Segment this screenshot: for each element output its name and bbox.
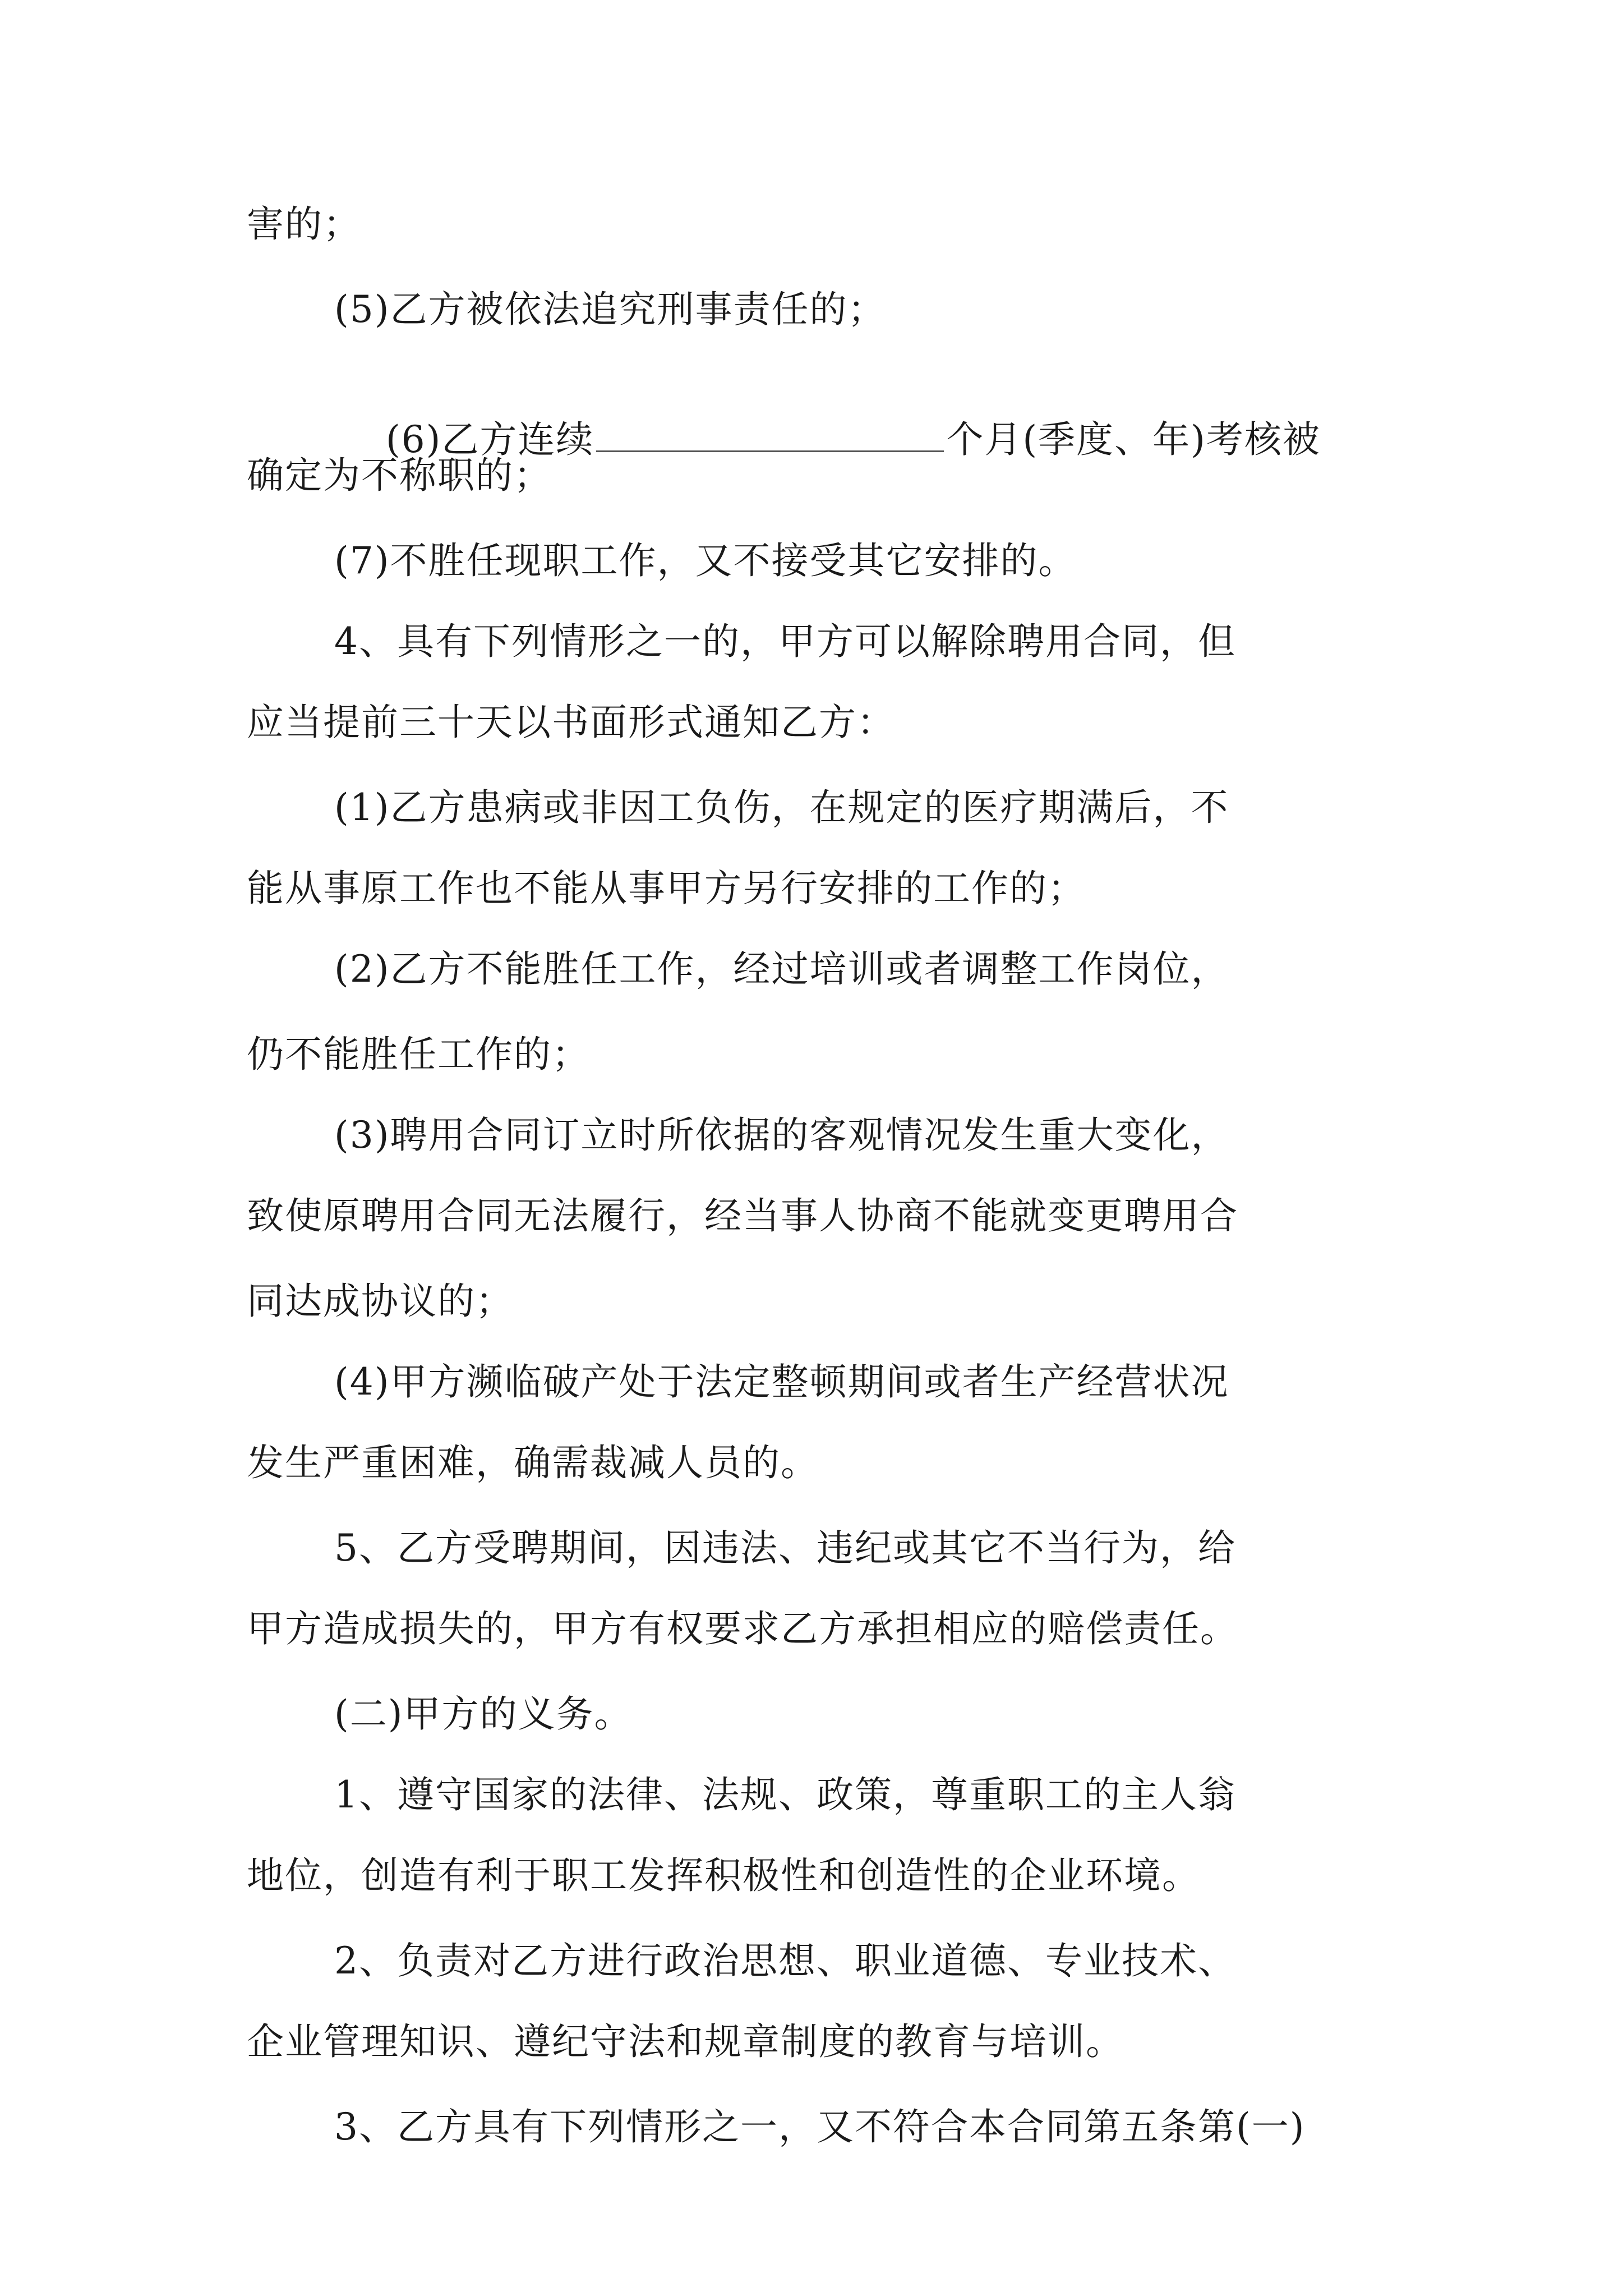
text-segment: (6)乙方连续 — [385, 418, 594, 461]
text-line: (5)乙方被依法追究刑事责任的； — [334, 288, 886, 331]
text-line: (2)乙方不能胜任工作，经过培训或者调整工作岗位， — [334, 947, 1229, 991]
text-line: (4)甲方濒临破产处于法定整顿期间或者生产经营状况 — [334, 1360, 1229, 1404]
text-line: 4、具有下列情形之一的，甲方可以解除聘用合同，但 — [334, 620, 1236, 663]
text-line: 5、乙方受聘期间，因违法、违纪或其它不当行为，给 — [334, 1526, 1236, 1570]
text-line: 确定为不称职的； — [247, 454, 552, 497]
text-line: 甲方造成损失的，甲方有权要求乙方承担相应的赔偿责任。 — [247, 1607, 1238, 1650]
text-line: 能从事原工作也不能从事甲方另行安排的工作的； — [247, 867, 1086, 910]
text-segment: 个月(季度、年)考核被 — [946, 418, 1321, 461]
text-line: 同达成协议的； — [247, 1280, 514, 1323]
text-line: 3、乙方具有下列情形之一，又不符合本合同第五条第(一) — [334, 2105, 1306, 2148]
text-line: (二)甲方的义务。 — [334, 1692, 633, 1736]
text-line: 害的； — [247, 203, 361, 246]
text-line: (7)不胜任现职工作，又不接受其它安排的。 — [334, 539, 1077, 582]
text-line: 地位，创造有利于职工发挥积极性和创造性的企业环境。 — [247, 1854, 1200, 1897]
text-line: 仍不能胜任工作的； — [247, 1033, 590, 1076]
text-line: 1、遵守国家的法律、法规、政策，尊重职工的主人翁 — [334, 1773, 1236, 1816]
text-line: 企业管理知识、遵纪守法和规章制度的教育与培训。 — [247, 2020, 1124, 2063]
fill-in-blank — [596, 448, 944, 452]
text-line: (3)聘用合同订立时所依据的客观情况发生重大变化， — [334, 1114, 1229, 1157]
text-line: 发生严重困难，确需裁减人员的。 — [247, 1441, 819, 1484]
text-line: 2、负责对乙方进行政治思想、职业道德、专业技术、 — [334, 1939, 1236, 1982]
text-line: (1)乙方患病或非因工负伤，在规定的医疗期满后，不 — [334, 786, 1229, 829]
text-line: 应当提前三十天以书面形式通知乙方： — [247, 701, 895, 744]
text-line: 致使原聘用合同无法履行，经当事人协商不能就变更聘用合 — [247, 1194, 1238, 1237]
